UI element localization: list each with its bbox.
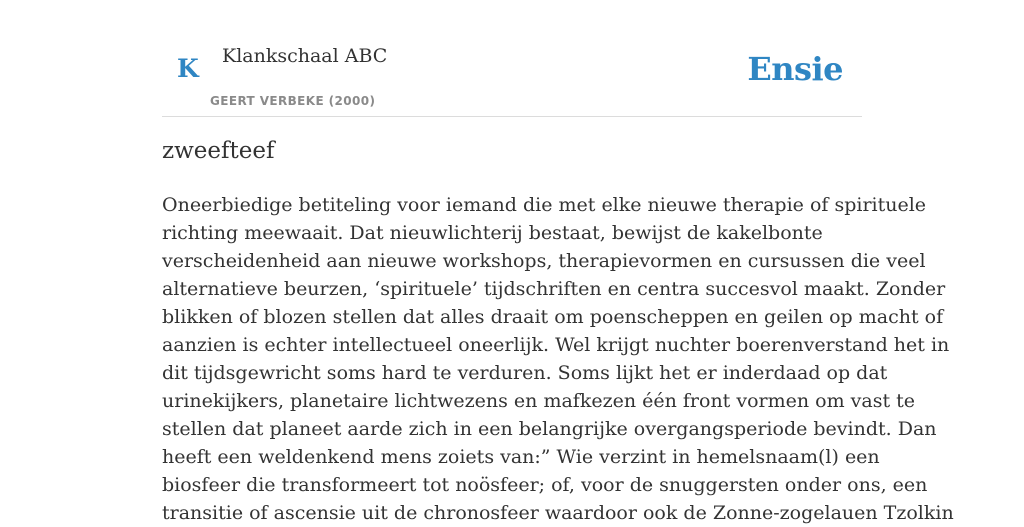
ensie-logo[interactable]: Ensie <box>747 50 843 88</box>
entry-line: heeft een weldenkend mens zoiets van:” Wie verzint in hemelsnaam(l) een <box>162 446 880 468</box>
entry-line: aanzien is echter intellectueel oneerlijk. Wel krijgt nuchter boerenverstand het in <box>162 334 950 356</box>
entry-line: transitie of ascensie uit de chronosfeer waardoor ook de Zonne-zogelauen Tzolkin <box>162 502 954 524</box>
entry-line: alternatieve beurzen, ‘spirituele’ tijdschriften en centra succesvol maakt. Zonder <box>162 278 946 300</box>
entry-line: urinekijkers, planetaire lichtwezens en mafkezen één front vormen om vast te <box>162 390 916 412</box>
book-logo[interactable]: K <box>177 54 199 83</box>
entry-line: richting meewaait. Dat nieuwlichterij bestaat, bewijst de kakelbonte <box>162 222 823 244</box>
entry-body <box>162 191 954 527</box>
entry-line: blikken of blozen stellen dat alles draait om poenscheppen en geilen op macht of <box>162 306 944 328</box>
entry-line: dit tijdsgewricht soms hard te verduren. Soms lijkt het er inderdaad op dat <box>162 362 888 384</box>
entry-line: stellen dat planeet aarde zich in een belangrijke overgangsperiode bevindt. Dan <box>162 418 937 440</box>
site-header <box>162 0 862 117</box>
entry-line: verscheidenheid aan nieuwe workshops, therapievormen en cursussen die veel <box>162 250 926 272</box>
entry-title: zweefteef <box>162 138 275 164</box>
entry-line: Oneerbiedige betiteling voor iemand die met elke nieuwe therapie of spirituele <box>162 194 927 216</box>
entry-line: biosfeer die transformeert tot noösfeer; of, voor de snuggersten onder ons, een <box>162 474 928 496</box>
book-title[interactable]: Klankschaal ABC <box>222 45 388 67</box>
book-author: GEERT VERBEKE (2000) <box>210 94 376 108</box>
